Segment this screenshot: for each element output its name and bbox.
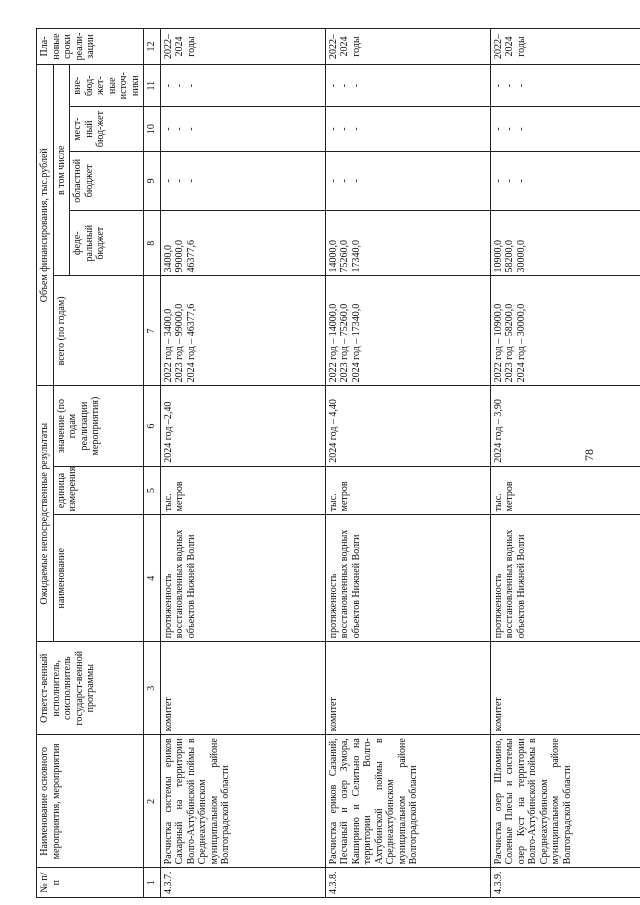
- finance-extra-line: -: [515, 84, 527, 88]
- finance-federal-line: 58200,0: [504, 239, 515, 273]
- program-table: [36, 28, 640, 898]
- finance-federal-line: 46377,6: [185, 239, 197, 273]
- finance-regional: [160, 151, 325, 210]
- result-name: протяженность восстановленных водных объектов Нижней Волги: [160, 515, 325, 642]
- finance-total-line: 2022 год – 10900,0: [492, 303, 504, 383]
- finance-federal-line: 14000,0: [327, 239, 339, 273]
- finance-federal: [490, 210, 640, 276]
- finance-local-line: -: [174, 127, 185, 131]
- page-number: 78: [582, 449, 596, 461]
- finance-regional-line: -: [492, 179, 504, 183]
- finance-local-line: -: [350, 127, 362, 131]
- finance-regional: [490, 151, 640, 210]
- finance-federal-line: 17340,0: [350, 239, 362, 273]
- table-row: [490, 29, 640, 898]
- header-total: всего (по годам): [53, 276, 144, 386]
- finance-federal: [160, 210, 325, 276]
- header-name: Наименование основного мероприятия, мероприятия: [37, 735, 144, 868]
- finance-regional-line: -: [350, 179, 362, 183]
- finance-total-line: 2022 год – 14000,0: [327, 303, 339, 383]
- header-value: значение (по годам реализации мероприятия): [53, 386, 144, 466]
- finance-regional-line: -: [327, 179, 339, 183]
- col-number: 5: [144, 466, 161, 515]
- finance-total: [325, 276, 490, 386]
- finance-local-line: -: [162, 127, 174, 131]
- terms: 2022–2024 годы: [325, 29, 490, 65]
- finance-federal: [325, 210, 490, 276]
- finance-local-line: -: [515, 127, 527, 131]
- responsible: комитет: [325, 642, 490, 735]
- finance-total-line: 2024 год – 46377,6: [185, 303, 197, 383]
- finance-federal-line: 10900,0: [492, 239, 504, 273]
- finance-local: [325, 107, 490, 151]
- finance-regional-line: -: [515, 179, 527, 183]
- finance-extra-line: -: [339, 84, 350, 88]
- finance-local-line: -: [339, 127, 350, 131]
- col-number: 6: [144, 386, 161, 466]
- finance-regional-line: -: [174, 179, 185, 183]
- event-name: Расчистка ериков Сазаний, Песчаный и озер Зумора, Кашириню и Селитьно на территории Волго-Ахтубинской поймы в Среднеахтубинском муниципальном районе Волгоградской области: [325, 735, 490, 868]
- col-number: 8: [144, 210, 161, 276]
- finance-federal-line: 99000,0: [174, 239, 185, 273]
- result-unit: тыс. метров: [160, 466, 325, 515]
- result-unit: тыс. метров: [325, 466, 490, 515]
- finance-federal-line: 30000,0: [515, 239, 527, 273]
- finance-local: [160, 107, 325, 151]
- finance-extra-line: -: [350, 84, 362, 88]
- finance-total-line: 2024 год – 30000,0: [515, 303, 527, 383]
- col-number: 10: [144, 107, 161, 151]
- header-results-group: Ожидаемые непосредственные результаты: [37, 386, 54, 642]
- header-subgroup: в том числе: [53, 65, 70, 276]
- finance-extra-line: -: [492, 84, 504, 88]
- responsible: комитет: [160, 642, 325, 735]
- col-number: 11: [144, 65, 161, 107]
- header-finance-group: Объем финансирования, тыс.рублей: [37, 65, 54, 386]
- col-number: 2: [144, 735, 161, 868]
- header-terms: Пла-новые сроки реали-зации: [37, 29, 144, 65]
- finance-extra-line: -: [162, 84, 174, 88]
- finance-federal-line: 75260,0: [339, 239, 350, 273]
- finance-federal-line: 3400,0: [162, 244, 174, 273]
- finance-local-line: -: [504, 127, 515, 131]
- event-name: Расчистка системы ериков Сахарный на территории Волго-Ахтубинской поймы в Среднеахтубинском муниципальном районе Волгоградской области: [160, 735, 325, 868]
- header-unit: единица измерения: [53, 466, 144, 515]
- finance-regional-line: -: [504, 179, 515, 183]
- result-value: 2024 год – 3,90: [490, 386, 640, 466]
- header-extra: вне-бюд-жет-ные источ-ники: [70, 65, 144, 107]
- terms: 2022–2024 годы: [490, 29, 640, 65]
- header-num: № п/п: [37, 868, 144, 898]
- finance-total-line: 2022 год – 3400,0: [162, 308, 174, 383]
- finance-local-line: -: [327, 127, 339, 131]
- result-name: протяженность восстановленных водных объектов Нижней Волги: [325, 515, 490, 642]
- finance-local-line: -: [492, 127, 504, 131]
- finance-extra: [490, 65, 640, 107]
- finance-extra-line: -: [327, 84, 339, 88]
- col-number: 4: [144, 515, 161, 642]
- header-federal: феде-ральный бюджет: [70, 210, 144, 276]
- finance-total-line: 2023 год – 99000,0: [174, 303, 185, 383]
- row-number: 4.3.7.: [160, 868, 325, 898]
- finance-regional: [325, 151, 490, 210]
- header-responsible: Ответст-венный исполнитель, соисполнитель государст-венной программы: [37, 642, 144, 735]
- responsible: комитет: [490, 642, 640, 735]
- finance-regional-line: -: [185, 179, 197, 183]
- finance-regional-line: -: [162, 179, 174, 183]
- finance-extra-line: -: [504, 84, 515, 88]
- table-row: [160, 29, 325, 898]
- header-local: мест-ный бюд-жет: [70, 107, 144, 151]
- finance-total: [490, 276, 640, 386]
- result-value: 2024 год – 4,40: [325, 386, 490, 466]
- table-row: [325, 29, 490, 898]
- finance-total-line: 2023 год – 58200,0: [504, 303, 515, 383]
- result-name: протяженность восстановленных водных объектов Нижней Волги: [490, 515, 640, 642]
- col-number: 1: [144, 868, 161, 898]
- header-result-name: наименование: [53, 515, 144, 642]
- finance-extra: [160, 65, 325, 107]
- col-number: 9: [144, 151, 161, 210]
- event-name: Расчистка озер Шломино, Соленые Плесы и системы озер Куст на территории Волго-Ахтубинской поймы в Среднеахтубинском муниципальном районе Волгоградской области: [490, 735, 640, 868]
- col-number: 7: [144, 276, 161, 386]
- finance-total-line: 2023 год – 75260,0: [339, 303, 350, 383]
- result-value: 2024 год –2,40: [160, 386, 325, 466]
- row-number: 4.3.9.: [490, 868, 640, 898]
- finance-extra-line: -: [185, 84, 197, 88]
- col-number: 3: [144, 642, 161, 735]
- terms: 2022–2024 годы: [160, 29, 325, 65]
- finance-regional-line: -: [339, 179, 350, 183]
- finance-extra-line: -: [174, 84, 185, 88]
- finance-total-line: 2024 год – 17340,0: [350, 303, 362, 383]
- finance-local-line: -: [185, 127, 197, 131]
- finance-local: [490, 107, 640, 151]
- header-regional: областной бюджет: [70, 151, 144, 210]
- result-unit: тыс. метров: [490, 466, 640, 515]
- finance-extra: [325, 65, 490, 107]
- finance-total: [160, 276, 325, 386]
- col-number: 12: [144, 29, 161, 65]
- column-number-row: [144, 29, 161, 898]
- row-number: 4.3.8.: [325, 868, 490, 898]
